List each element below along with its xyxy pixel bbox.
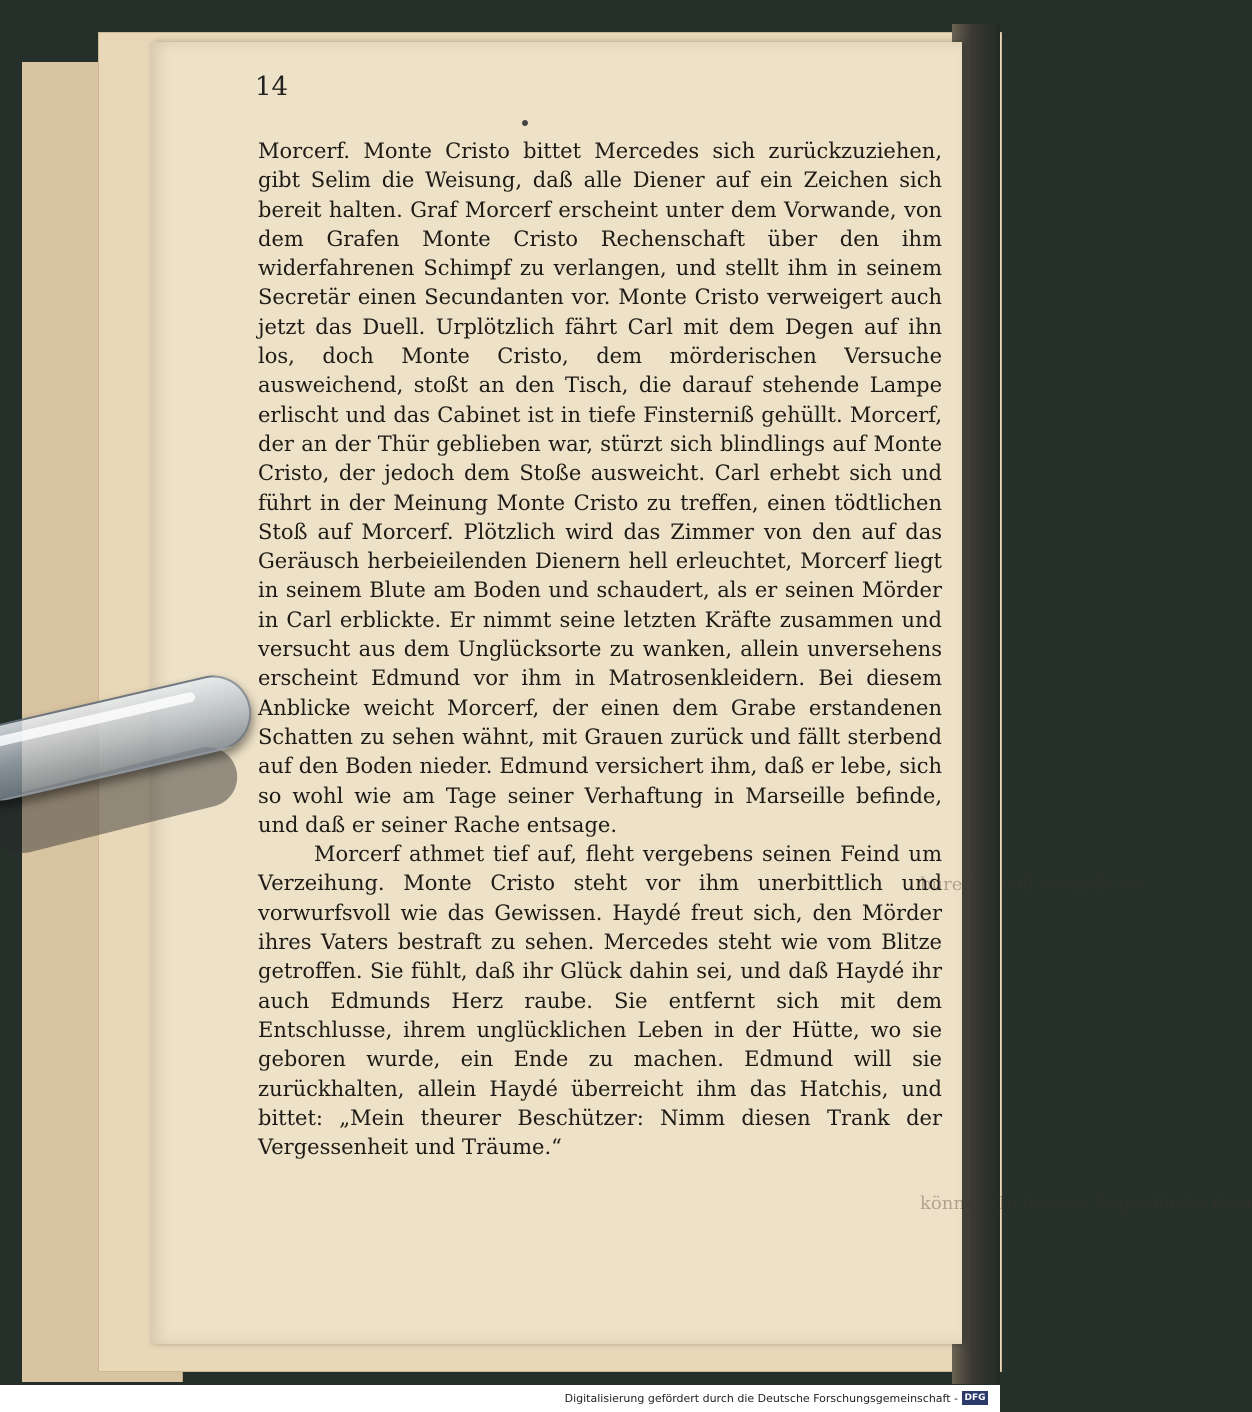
paragraph-1: Morcerf. Monte Cristo bittet Mercedes sich zurückzuziehen, gibt Selim die Weisung, daß alle Diener auf ein Zeichen sich bereit halten. Graf Morcerf erscheint unter dem Vorwande, von dem Grafen Monte Cristo Rechenschaft über den ihm widerfahrenen Schimpf zu verlangen, und stellt ihm in seinem Secretär einen Secundanten vor. Monte Cristo verweigert auch jetzt das Duell. Urplötzlich fährt Carl mit dem Degen auf ihn los, doch Monte Cristo, dem mörderischen Versuche ausweichend, stoßt an den Tisch, die darauf stehende Lampe erlischt und das Cabinet ist in tiefe Finsterniß gehüllt. Morcerf, der an der Thür geblieben war, stürzt sich blindlings auf Monte Cristo, der jedoch dem Stoße ausweicht. Carl erhebt sich und führt in der Meinung Monte Cristo zu treffen, einen tödtlichen Stoß auf Morcerf. Plötzlich wird das Zimmer von den auf das Geräusch herbeieilenden Dienern hell erleuchtet, Morcerf liegt in seinem Blute am Boden und schaudert, als er seinen Mörder in Carl erblickte. Er nimmt seine letzten Kräfte zusammen und versucht aus dem Unglücksorte zu wanken, allein unversehens erscheint Edmund vor ihm in Matrosenkleidern. Bei diesem Anblicke weicht Morcerf, der einen dem Grabe erstandenen Schatten zu sehen wähnt, mit Grauen zurück und fällt sterbend auf den Boden nieder. Edmund versichert ihm, daß er lebe, sich so wohl wie am Tage seiner Verhaftung in Marseille befinde, und daß er seiner Rache entsage. (258, 139, 942, 837)
bleed-line: können. In diesem Augenblicke dem (920, 1193, 1252, 1214)
dfg-logo: DFG (962, 1391, 988, 1405)
digitization-footer (0, 1385, 1000, 1412)
footer-credit: Digitalisierung gefördert durch die Deutsche Forschungsgemeinschaft - (564, 1392, 958, 1405)
page-body (258, 137, 942, 1162)
bleed-line: bure. Er will deshalb sie (920, 874, 1143, 895)
paragraph-2: Morcerf athmet tief auf, fleht vergebens seinen Feind um Verzeihung. Monte Cristo steht vor ihm unerbittlich und vorwurfsvoll wie das Gewissen. Haydé freut sich, den Mörder ihres Vaters bestraft zu sehen. Mercedes steht wie vom Blitze getroffen. Sie fühlt, daß ihr Glück dahin sei, und daß Haydé ihr auch Edmunds Herz raube. Sie entfernt sich mit dem Entschlusse, ihrem unglücklichen Leben in der Hütte, wo sie geboren wurde, ein Ende zu machen. Edmund will sie zurückhalten, allein Haydé überreicht ihm das Hatchis, und bittet: „Mein theurer Beschützer: Nimm diesen Trank der Vergessenheit und Träume.“ (258, 842, 942, 1160)
page-number: 14 (255, 72, 289, 102)
ink-dot (522, 120, 528, 126)
